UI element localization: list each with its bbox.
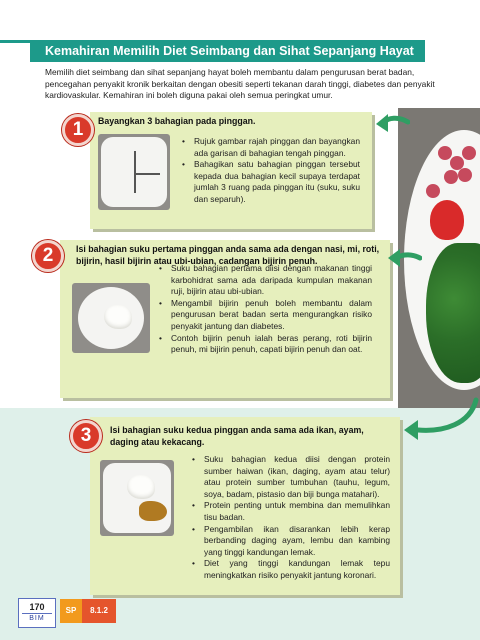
arrow-left-icon	[386, 244, 422, 274]
grape-image	[462, 146, 476, 160]
plate-image	[78, 287, 144, 349]
step-3-bullets	[190, 454, 390, 582]
grape-image	[444, 170, 458, 184]
list-item: • Contoh bijirin penuh ialah beras perang, roti bijirin penuh, mi bijirin penuh, capati bijirin penuh dan oat.	[157, 333, 372, 356]
step-1-plate-image	[98, 134, 170, 210]
grape-image	[438, 146, 452, 160]
step-3-badge: 3	[70, 420, 102, 452]
arrow-left-icon	[374, 108, 410, 142]
step-2-heading: Isi bahagian suku pertama pinggan anda sama ada dengan nasi, mi, roti, bijirin, hasil bijirin atau ubi-ubian, cadangan bijirin penuh.	[76, 244, 380, 266]
standard-tag	[60, 599, 116, 623]
step-3-heading: Isi bahagian suku kedua pinggan anda sama ada ikan, ayam, daging atau kekacang.	[110, 425, 364, 447]
step-1-heading: Bayangkan 3 bahagian pada pinggan.	[98, 116, 256, 126]
arrow-curved-left-icon	[400, 396, 480, 444]
standard-tag-code: 8.1.2	[82, 599, 116, 623]
grape-image	[458, 168, 472, 182]
list-item: • Mengambil bijirin penuh boleh membantu dalam pengurusan berat badan serta mengurangkan risiko penyakit jantung dan diabetes.	[157, 298, 372, 333]
step-2-bullets	[157, 263, 372, 356]
plate-image	[103, 463, 171, 533]
list-item: • Protein penting untuk membina dan memulihkan tisu badan.	[190, 500, 390, 523]
intro-paragraph: Memilih diet seimbang dan sihat sepanjang hayat boleh membantu dalam pengurusan berat badan, pencegahan penyakit kronik berkaitan dengan obesiti seperti tekanan darah tinggi, diabetes dan penyakit kardiovaskular. Kemahiran ini boleh diguna pakai oleh semua peringkat umur.	[45, 67, 435, 100]
list-item: • Bahagikan satu bahagian pinggan tersebut kepada dua bahagian kecil supaya terdapat jumlah 3 ruang pada pinggan itu (suku, suku dan separuh).	[180, 159, 360, 205]
list-item: • Suku bahagian kedua diisi dengan protein sumber haiwan (ikan, daging, ayam atau telur) atau protein sumber tumbuhan (tauhu, legum, soya, badam, pistasio dan biji bunga matahari).	[190, 454, 390, 500]
strawberry-image	[430, 200, 464, 240]
plate-divider-line	[134, 151, 136, 193]
step-2-badge: 2	[32, 240, 64, 272]
rice-image	[127, 475, 155, 499]
rice-image	[104, 305, 132, 329]
step-3-plate-image	[100, 460, 174, 536]
list-item: • Suku bahagian pertama diisi dengan makanan tinggi karbohidrat sama ada daripada kumpulan makanan ruji, bijirin atau ubi-ubian.	[157, 263, 372, 298]
list-item: • Pengambilan ikan disarankan lebih kerap berbanding daging ayam, lembu dan kambing yang tinggi kandungan lemak.	[190, 524, 390, 559]
step-2-plate-image	[72, 283, 150, 353]
step-1-badge: 1	[62, 114, 94, 146]
protein-image	[139, 501, 167, 521]
step-1-bullets	[180, 136, 360, 206]
list-item: • Rujuk gambar rajah pinggan dan bayangkan ada garisan di bahagian tengah pinggan.	[180, 136, 360, 159]
grape-image	[426, 184, 440, 198]
standard-tag-label: SP	[60, 599, 82, 623]
title-rule	[0, 40, 30, 43]
section-title: Kemahiran Memilih Diet Seimbang dan Sihat Sepanjang Hayat	[30, 40, 425, 62]
page-number: 170	[22, 601, 52, 614]
page-number-box	[18, 598, 56, 628]
publisher-logo: BIM	[29, 615, 45, 622]
list-item: • Diet yang tinggi kandungan lemak tepu meningkatkan risiko penyakit jantung koronari.	[190, 558, 390, 581]
plate-divider-line	[134, 173, 160, 175]
plate-image	[101, 137, 167, 207]
